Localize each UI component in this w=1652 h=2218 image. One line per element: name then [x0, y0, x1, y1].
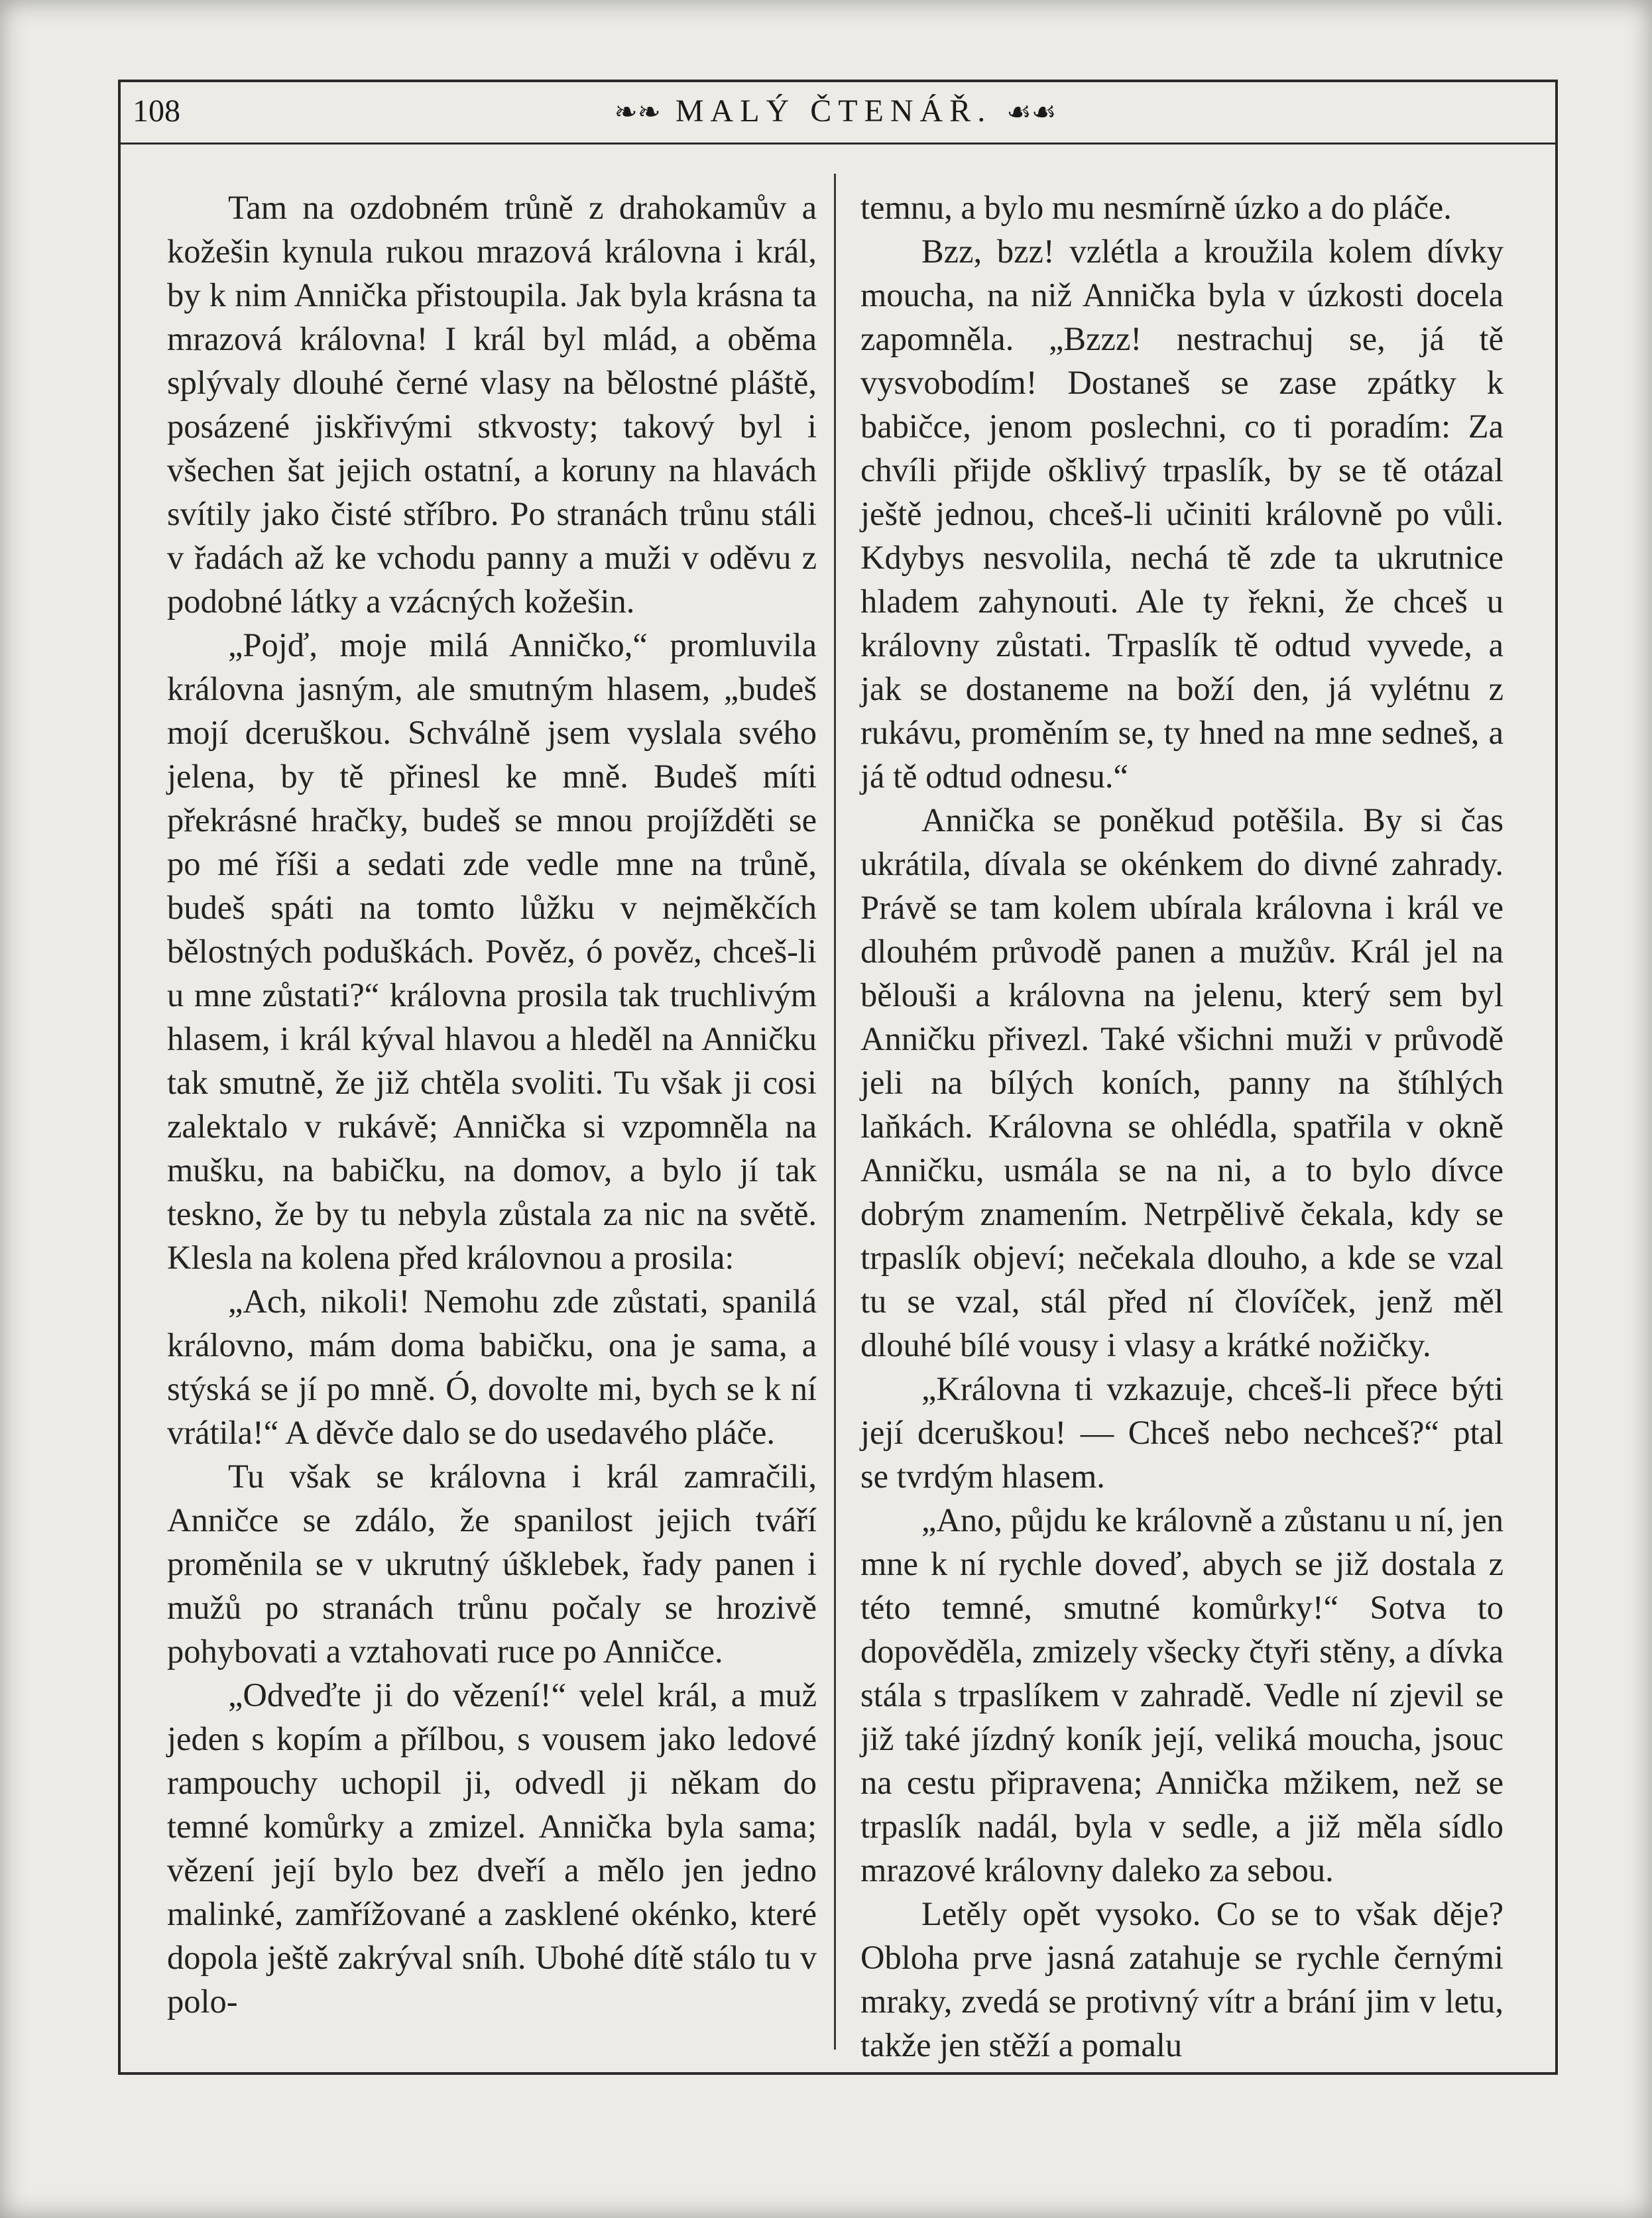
paragraph: Bzz, bzz! vzlétla a kroužila kolem dívky moucha, na niž Annička byla v úzkosti docela zapomněla. „Bzzz! nestrachuj se, já tě vysvobodím! Dostaneš se zase zpátky k babičce, jenom poslechni, co ti poradím: Za chvíli přijde ošklivý trpaslík, by se tě otázal ještě jednou, chceš-li učiniti královně po vůli. Kdybys nesvolila, nechá tě zde ta ukrutnice hladem zahynouti. Ale ty řekni, že chceš u královny zůstati. Trpaslík tě odtud vyvede, a jak se dostaneme na boží den, já vylétnu z rukávu, proměním se, ty hned na mne sedneš, a já tě odtud odnesu.“: [860, 233, 1504, 795]
header-rule: [118, 143, 1558, 145]
paragraph: „Královna ti vzkazuje, chceš-li přece býti její dceruškou! — Chceš nebo nechceš?“ ptal se tvrdým hlasem.: [860, 1370, 1504, 1495]
paragraph: Annička se poněkud potěšila. By si čas ukrátila, dívala se okénkem do divné zahrady. Právě se tam kolem ubírala královna i král ve dlouhém průvodě panen a mužův. Král jel na bělouši a královna na jelenu, který sem byl Anničku přivezl. Také všichni muži v průvodě jeli na bílých koních, panny na štíhlých laňkách. Královna se ohlédla, spatřila v okně Anničku, usmála se na ni, a to bylo dívce dobrým znamením. Netrpělivě čekala, kdy se trpaslík objeví; nečekala dlouho, a kde se vzal tu se vzal, stál před ní človíček, jenž měl dlouhé bílé vousy i vlasy a krátké nožičky.: [860, 801, 1504, 1364]
paragraph: Tu však se královna i král zamračili, Anničce se zdálo, že spanilost jejich tváří proměnila se v ukrutný úšklebek, řady panen i mužů po stranách trůnu počaly se hrozivě pohybovati a vztahovati ruce po Anničce.: [167, 1458, 817, 1670]
right-column: [860, 186, 1504, 2067]
paragraph: „Odveďte ji do vězení!“ velel král, a muž jeden s kopím a přílbou, s vousem jako ledové rampouchy uchopil ji, odvedl ji někam do temné komůrky a zmizel. Annička byla sama; vězení její bylo bez dveří a mělo jen jedno malinké, zamřížované a zasklené okénko, které dopola ještě zakrýval sníh. Ubohé dítě stálo tu v polo-: [167, 1676, 817, 2020]
page-number: 108: [133, 93, 180, 129]
running-head: [597, 93, 1074, 129]
frame-right-rule: [1555, 80, 1558, 2075]
paragraph: Tam na ozdobném trůně z drahokamův a kožešin kynula rukou mrazová královna i král, by k nim Annička přistoupila. Jak byla krásna ta mrazová královna! I král byl mlád, a oběma splývaly dlouhé černé vlasy na bělostné pláště, posázené jiskřivými stkvosty; takový byl i všechen šat jejich ostatní, a koruny na hlavách svítily jako čisté stříbro. Po stranách trůnu stáli v řadách až ke vchodu panny a muži v oděvu z podobné látky a vzácných kožešin.: [167, 189, 817, 620]
paragraph: Letěly opět vysoko. Co se to však děje? Obloha prve jasná zatahuje se rychle černými mraky, zvedá se protivný vítr a brání jim v letu, takže jen stěží a pomalu: [860, 1895, 1504, 2064]
frame-bottom-rule: [118, 2072, 1558, 2075]
paragraph: „Pojď, moje milá Anničko,“ promluvila královna jasným, ale smutným hlasem, „budeš mojí dceruškou. Schválně jsem vyslala svého jelena, by tě přinesl ke mně. Budeš míti překrásné hračky, budeš se mnou projížděti se po mé říši a sedati zde vedle mne na trůně, budeš spáti na tomto lůžku v nejměkčích bělostných poduškách. Pověz, ó pověz, chceš-li u mne zůstati?“ královna prosila tak truchlivým hlasem, i král kýval hlavou a hleděl na Anničku tak smutně, že již chtěla svoliti. Tu však ji cosi zalektalo v rukávě; Annička si vzpomněla na mušku, na babičku, na domov, a bylo jí tak teskno, že by tu nebyla zůstala za nic na světě. Klesla na kolena před královnou a prosila:: [167, 626, 817, 1276]
column-divider: [834, 174, 836, 2050]
ornament-left-icon: ❧❧: [614, 97, 661, 128]
paragraph-continued: temnu, a bylo mu nesmírně úzko a do pláče.: [860, 189, 1452, 226]
ornament-right-icon: ☙☙: [1006, 97, 1057, 128]
left-column: [167, 186, 817, 2023]
paragraph: „Ach, nikoli! Nemohu zde zůstati, spanilá královno, mám doma babičku, ona je sama, a stýská se jí po mně. Ó, dovolte mi, bych se k ní vrátila!“ A děvče dalo se do usedavého pláče.: [167, 1283, 817, 1451]
frame-left-rule: [118, 80, 121, 2075]
paragraph: „Ano, půjdu ke královně a zůstanu u ní, jen mne k ní rychle doveď, abych se již dostala z této temné, smutné komůrky!“ Sotva to dopověděla, zmizely všecky čtyři stěny, a dívka stála s trpaslíkem v zahradě. Vedle ní zjevil se již také jízdný koník její, veliká moucha, jsouc na cestu připravena; Annička mžikem, než se trpaslík nadál, byla v sedle, a již měla sídlo mrazové královny daleko za sebou.: [860, 1501, 1504, 1889]
journal-title: MALÝ ČTENÁŘ.: [675, 93, 992, 129]
frame-top-rule: [118, 80, 1558, 82]
